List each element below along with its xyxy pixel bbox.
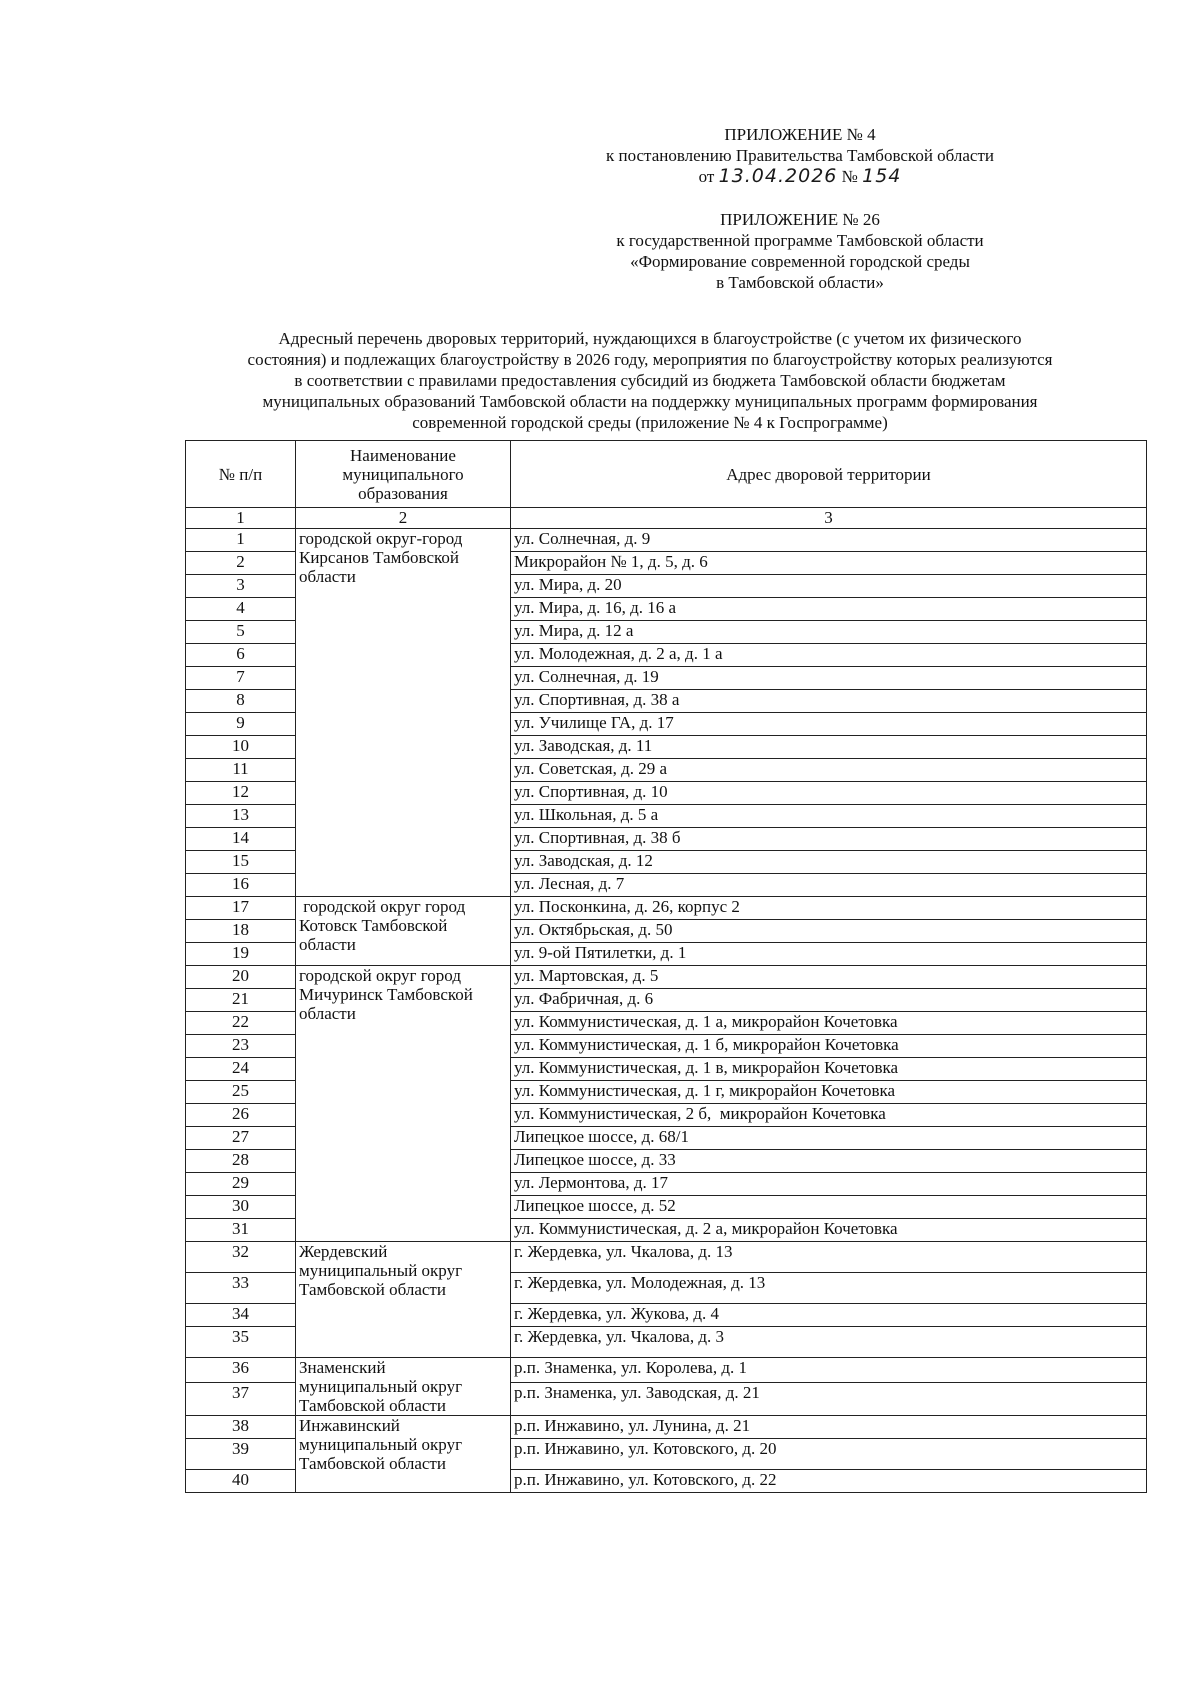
row-number: 29	[186, 1173, 296, 1196]
row-number: 37	[186, 1382, 296, 1415]
address-cell: ул. Мартовская, д. 5	[511, 966, 1147, 989]
table-row	[186, 966, 1147, 989]
municipality-cell	[296, 966, 511, 1242]
row-number: 13	[186, 805, 296, 828]
row-number: 26	[186, 1104, 296, 1127]
appendix-4-line1: к постановлению Правительства Тамбовской области	[605, 146, 995, 165]
municipality-line: городской округ-город	[299, 529, 463, 548]
address-cell: Микрорайон № 1, д. 5, д. 6	[511, 552, 1147, 575]
row-number: 10	[186, 736, 296, 759]
municipality-cell	[296, 529, 511, 897]
row-number: 8	[186, 690, 296, 713]
row-number: 27	[186, 1127, 296, 1150]
address-cell: ул. Лермонтова, д. 17	[511, 1173, 1147, 1196]
row-number: 18	[186, 920, 296, 943]
row-number: 32	[186, 1242, 296, 1273]
row-number: 4	[186, 598, 296, 621]
address-cell: г. Жердевка, ул. Жукова, д. 4	[511, 1304, 1147, 1327]
appendix-4-date-line	[560, 166, 1040, 187]
row-number: 2	[186, 552, 296, 575]
appendix-26-line1: к государственной программе Тамбовской области	[616, 231, 984, 250]
address-cell: ул. Коммунистическая, д. 1 в, микрорайон Кочетовка	[511, 1058, 1147, 1081]
column-number: 3	[511, 508, 1147, 529]
address-cell: ул. Мира, д. 20	[511, 575, 1147, 598]
row-number: 14	[186, 828, 296, 851]
address-cell: ул. Коммунистическая, д. 1 г, микрорайон Кочетовка	[511, 1081, 1147, 1104]
address-cell: Липецкое шоссе, д. 68/1	[511, 1127, 1147, 1150]
row-number: 12	[186, 782, 296, 805]
header-municipality	[296, 441, 511, 508]
address-cell: ул. Спортивная, д. 10	[511, 782, 1147, 805]
address-cell: г. Жердевка, ул. Чкалова, д. 13	[511, 1242, 1147, 1273]
municipality-line: Мичуринск Тамбовской	[299, 985, 473, 1004]
row-number: 16	[186, 874, 296, 897]
municipality-line: городской округ город	[299, 897, 466, 916]
address-cell: Липецкое шоссе, д. 33	[511, 1150, 1147, 1173]
municipality-line: области	[299, 1004, 356, 1023]
municipality-line: Тамбовской области	[299, 1454, 446, 1473]
address-table	[185, 440, 1147, 1493]
municipality-cell	[296, 1242, 511, 1358]
row-number: 15	[186, 851, 296, 874]
address-cell: ул. Спортивная, д. 38 а	[511, 690, 1147, 713]
row-number: 38	[186, 1416, 296, 1439]
address-cell: ул. Коммунистическая, 2 б, микрорайон Кочетовка	[511, 1104, 1147, 1127]
municipality-line: Жердевский	[299, 1242, 388, 1261]
address-cell: ул. Школьная, д. 5 а	[511, 805, 1147, 828]
column-number-row	[186, 508, 1147, 529]
row-number: 35	[186, 1327, 296, 1358]
intro-line: муниципальных образований Тамбовской области на поддержку муниципальных программ формирования	[262, 392, 1038, 411]
address-cell: ул. Молодежная, д. 2 а, д. 1 а	[511, 644, 1147, 667]
address-cell: ул. Фабричная, д. 6	[511, 989, 1147, 1012]
address-cell: р.п. Знаменка, ул. Королева, д. 1	[511, 1358, 1147, 1383]
municipality-line: муниципальный округ	[299, 1261, 463, 1280]
row-number: 20	[186, 966, 296, 989]
row-number: 30	[186, 1196, 296, 1219]
header-municipality-line: образования	[358, 483, 448, 503]
header-number: № п/п	[186, 441, 296, 508]
row-number: 28	[186, 1150, 296, 1173]
municipality-line: Тамбовской области	[299, 1280, 446, 1299]
municipality-line: области	[299, 567, 356, 586]
intro-line: Адресный перечень дворовых территорий, нуждающихся в благоустройстве (с учетом их физического	[278, 329, 1022, 348]
row-number: 31	[186, 1219, 296, 1242]
address-cell: г. Жердевка, ул. Чкалова, д. 3	[511, 1327, 1147, 1358]
handwritten-date: 13.04.2026	[718, 165, 838, 187]
municipality-line: муниципальный округ	[299, 1377, 463, 1396]
row-number: 6	[186, 644, 296, 667]
row-number: 40	[186, 1470, 296, 1493]
municipality-cell	[296, 897, 511, 966]
row-number: 1	[186, 529, 296, 552]
appendix-4-header	[560, 124, 1040, 187]
appendix-26-line2: «Формирование современной городской среды	[630, 252, 970, 271]
address-cell: ул. Советская, д. 29 а	[511, 759, 1147, 782]
address-cell: ул. Мира, д. 16, д. 16 а	[511, 598, 1147, 621]
appendix-4-title: ПРИЛОЖЕНИЕ № 4	[724, 125, 876, 144]
municipality-line: Котовск Тамбовской	[299, 916, 448, 935]
appendix-26-header	[560, 209, 1040, 293]
address-cell: ул. Спортивная, д. 38 б	[511, 828, 1147, 851]
address-cell: ул. Посконкина, д. 26, корпус 2	[511, 897, 1147, 920]
municipality-line: городской округ город	[299, 966, 461, 985]
address-cell: ул. Заводская, д. 12	[511, 851, 1147, 874]
row-number: 36	[186, 1358, 296, 1383]
handwritten-number: 154	[862, 165, 902, 187]
municipality-line: Кирсанов Тамбовской	[299, 548, 459, 567]
table-row	[186, 529, 1147, 552]
appendix-26-line3: в Тамбовской области»	[716, 273, 884, 292]
address-cell: р.п. Инжавино, ул. Лунина, д. 21	[511, 1416, 1147, 1439]
row-number: 11	[186, 759, 296, 782]
address-cell: ул. Лесная, д. 7	[511, 874, 1147, 897]
row-number: 22	[186, 1012, 296, 1035]
intro-paragraph	[175, 328, 1125, 433]
row-number: 25	[186, 1081, 296, 1104]
intro-line: в соответствии с правилами предоставления субсидий из бюджета Тамбовской области бюджетам	[294, 371, 1006, 390]
address-cell: р.п. Инжавино, ул. Котовского, д. 20	[511, 1439, 1147, 1470]
table-header-row	[186, 441, 1147, 508]
row-number: 23	[186, 1035, 296, 1058]
row-number: 7	[186, 667, 296, 690]
table-row	[186, 1358, 1147, 1383]
number-sign: №	[841, 167, 858, 186]
address-cell: ул. 9-ой Пятилетки, д. 1	[511, 943, 1147, 966]
intro-line: состояния) и подлежащих благоустройству в 2026 году, мероприятия по благоустройству которых реализуются	[247, 350, 1053, 369]
date-prefix: от	[698, 167, 715, 186]
table-row	[186, 1416, 1147, 1439]
appendix-26-title: ПРИЛОЖЕНИЕ № 26	[720, 210, 880, 229]
municipality-line: области	[299, 935, 356, 954]
address-cell: р.п. Инжавино, ул. Котовского, д. 22	[511, 1470, 1147, 1493]
header-address: Адрес дворовой территории	[511, 441, 1147, 508]
table-row	[186, 897, 1147, 920]
municipality-line: Тамбовской области	[299, 1396, 446, 1415]
address-cell: ул. Заводская, д. 11	[511, 736, 1147, 759]
row-number: 9	[186, 713, 296, 736]
row-number: 39	[186, 1439, 296, 1470]
header-municipality-line: Наименование	[350, 445, 456, 465]
municipality-cell	[296, 1416, 511, 1493]
table-body	[186, 529, 1147, 1493]
row-number: 34	[186, 1304, 296, 1327]
address-cell: ул. Коммунистическая, д. 1 б, микрорайон Кочетовка	[511, 1035, 1147, 1058]
row-number: 19	[186, 943, 296, 966]
municipality-line: Знаменский	[299, 1358, 386, 1377]
address-cell: г. Жердевка, ул. Молодежная, д. 13	[511, 1273, 1147, 1304]
intro-line: современной городской среды (приложение № 4 к Госпрограмме)	[412, 413, 888, 432]
address-cell: Липецкое шоссе, д. 52	[511, 1196, 1147, 1219]
row-number: 17	[186, 897, 296, 920]
municipality-cell	[296, 1358, 511, 1416]
address-cell: ул. Мира, д. 12 а	[511, 621, 1147, 644]
address-cell: ул. Солнечная, д. 9	[511, 529, 1147, 552]
address-cell: ул. Училище ГА, д. 17	[511, 713, 1147, 736]
address-cell: ул. Солнечная, д. 19	[511, 667, 1147, 690]
row-number: 5	[186, 621, 296, 644]
table-row	[186, 1242, 1147, 1273]
header-municipality-line: муниципального	[342, 464, 464, 484]
address-cell: ул. Октябрьская, д. 50	[511, 920, 1147, 943]
row-number: 21	[186, 989, 296, 1012]
column-number: 1	[186, 508, 296, 529]
municipality-line: муниципальный округ	[299, 1435, 463, 1454]
row-number: 24	[186, 1058, 296, 1081]
row-number: 3	[186, 575, 296, 598]
row-number: 33	[186, 1273, 296, 1304]
address-cell: ул. Коммунистическая, д. 2 а, микрорайон Кочетовка	[511, 1219, 1147, 1242]
address-cell: р.п. Знаменка, ул. Заводская, д. 21	[511, 1382, 1147, 1415]
address-cell: ул. Коммунистическая, д. 1 а, микрорайон Кочетовка	[511, 1012, 1147, 1035]
municipality-line: Инжавинский	[299, 1416, 400, 1435]
column-number: 2	[296, 508, 511, 529]
